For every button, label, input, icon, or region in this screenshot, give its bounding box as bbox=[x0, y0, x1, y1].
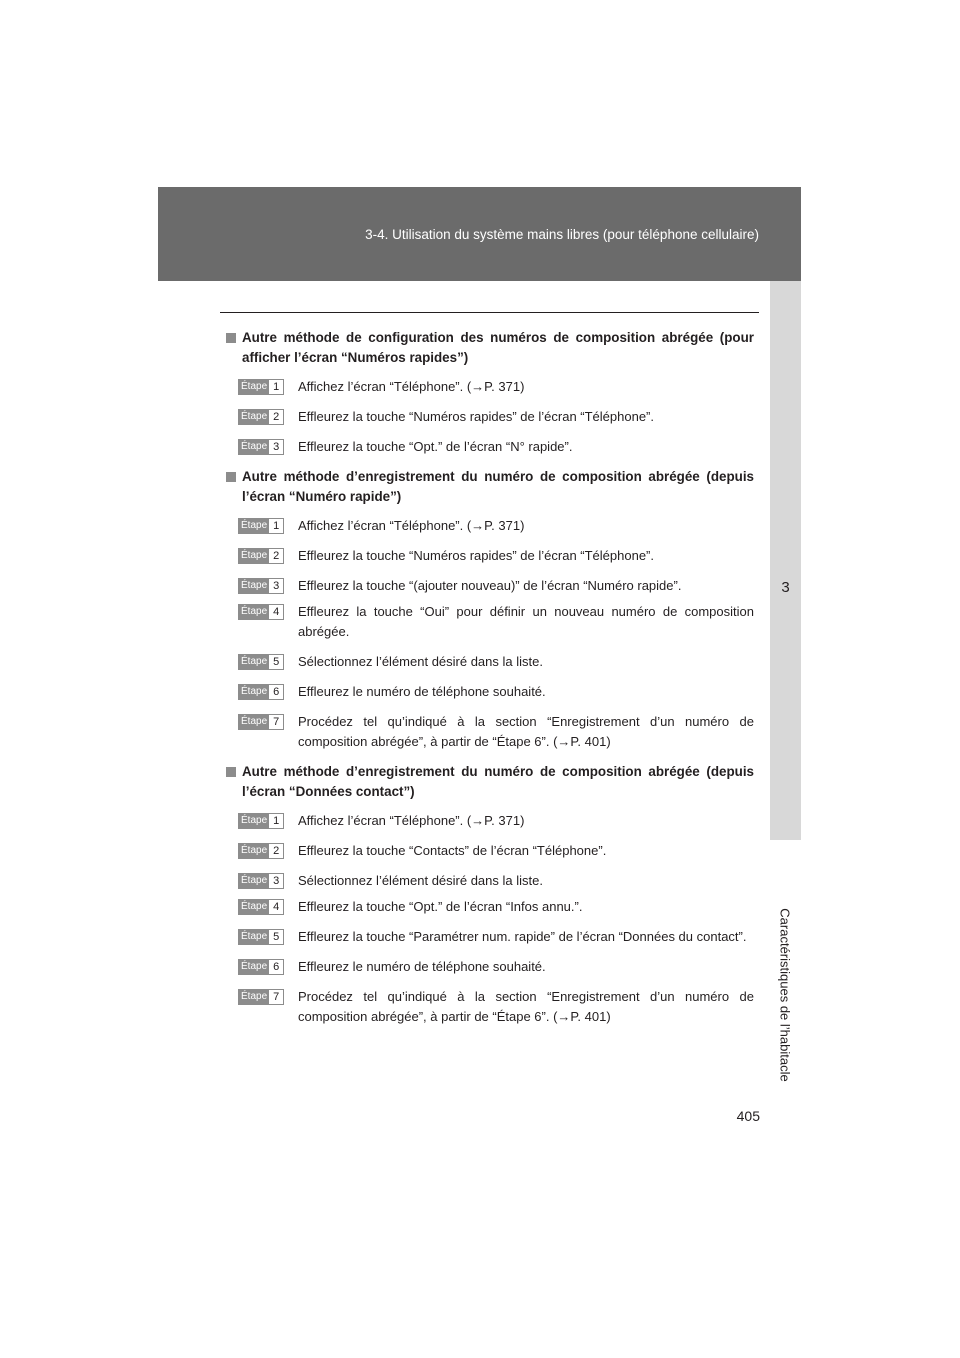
step-badge: Étape 3 bbox=[238, 578, 284, 594]
step-badge: Étape 2 bbox=[238, 843, 284, 859]
step-item bbox=[224, 712, 754, 752]
chapter-side-tab bbox=[770, 281, 801, 1082]
step-badge: Étape 6 bbox=[238, 684, 284, 700]
square-bullet-icon bbox=[226, 767, 236, 777]
step-item bbox=[224, 576, 754, 596]
step-text: Effleurez la touche “Opt.” de l’écran “Infos annu.”. bbox=[298, 899, 583, 914]
step-text: Effleurez la touche “(ajouter nouveau)” de l’écran “Numéro rapide”. bbox=[298, 578, 682, 593]
step-text: Affichez l’écran “Téléphone”. (→P. 371) bbox=[298, 518, 525, 533]
step-text: Affichez l’écran “Téléphone”. (→P. 371) bbox=[298, 813, 525, 828]
step-badge: Étape 2 bbox=[238, 409, 284, 425]
step-text: Effleurez la touche “Oui” pour définir un nouveau numéro de composition abrégée. bbox=[298, 604, 754, 639]
step-item bbox=[224, 841, 754, 861]
step-badge: Étape 3 bbox=[238, 439, 284, 455]
step-badge: Étape 6 bbox=[238, 959, 284, 975]
step-item bbox=[224, 871, 754, 891]
step-text: Effleurez la touche “Numéros rapides” de l’écran “Téléphone”. bbox=[298, 548, 654, 563]
step-item bbox=[224, 407, 754, 427]
step-text: Procédez tel qu’indiqué à la section “Enregistrement d’un numéro de composition abrégée”, à partir de “Étape 6”. (→P. 401) bbox=[298, 714, 754, 749]
section-register-from-speed-dial bbox=[224, 467, 754, 752]
step-text: Sélectionnez l’élément désiré dans la liste. bbox=[298, 873, 543, 888]
step-badge: Étape 2 bbox=[238, 548, 284, 564]
step-badge: Étape 1 bbox=[238, 813, 284, 829]
chapter-title: Caractéristiques de l’habitacle bbox=[777, 908, 793, 1082]
step-text: Affichez l’écran “Téléphone”. (→P. 371) bbox=[298, 379, 525, 394]
step-item bbox=[224, 546, 754, 566]
step-badge: Étape 1 bbox=[238, 518, 284, 534]
step-item bbox=[224, 927, 754, 947]
step-badge: Étape 5 bbox=[238, 654, 284, 670]
step-text: Sélectionnez l’élément désiré dans la liste. bbox=[298, 654, 543, 669]
step-badge: Étape 5 bbox=[238, 929, 284, 945]
section-heading: Autre méthode d’enregistrement du numéro de composition abrégée (depuis l’écran “Numéro rapide”) bbox=[224, 467, 754, 507]
step-badge: Étape 1 bbox=[238, 379, 284, 395]
step-item bbox=[224, 437, 754, 457]
chapter-number: 3 bbox=[781, 579, 790, 596]
page-number: 405 bbox=[736, 1108, 760, 1124]
step-text: Procédez tel qu’indiqué à la section “Enregistrement d’un numéro de composition abrégée”, à partir de “Étape 6”. (→P. 401) bbox=[298, 989, 754, 1024]
step-badge: Étape 4 bbox=[238, 604, 284, 620]
step-text: Effleurez le numéro de téléphone souhaité. bbox=[298, 959, 546, 974]
step-item bbox=[224, 377, 754, 397]
section-heading: Autre méthode de configuration des numéros de composition abrégée (pour afficher l’écran “Numéros rapides”) bbox=[224, 328, 754, 368]
step-badge: Étape 4 bbox=[238, 899, 284, 915]
square-bullet-icon bbox=[226, 472, 236, 482]
step-text: Effleurez la touche “Contacts” de l’écran “Téléphone”. bbox=[298, 843, 607, 858]
step-text: Effleurez la touche “Paramétrer num. rapide” de l’écran “Données du contact”. bbox=[298, 929, 747, 944]
step-item bbox=[224, 987, 754, 1027]
step-item bbox=[224, 516, 754, 536]
step-text: Effleurez la touche “Numéros rapides” de l’écran “Téléphone”. bbox=[298, 409, 654, 424]
step-badge: Étape 3 bbox=[238, 873, 284, 889]
step-badge: Étape 7 bbox=[238, 714, 284, 730]
step-item bbox=[224, 652, 754, 672]
step-text: Effleurez le numéro de téléphone souhaité. bbox=[298, 684, 546, 699]
top-divider bbox=[220, 312, 759, 313]
step-item bbox=[224, 682, 754, 702]
section-header-title: 3-4. Utilisation du système mains libres (pour téléphone cellulaire) bbox=[365, 227, 759, 242]
main-content bbox=[224, 328, 754, 1037]
header-band bbox=[158, 187, 801, 281]
section-heading: Autre méthode d’enregistrement du numéro de composition abrégée (depuis l’écran “Données contact”) bbox=[224, 762, 754, 802]
section-register-from-contact-data bbox=[224, 762, 754, 1027]
step-item bbox=[224, 897, 754, 917]
step-text: Effleurez la touche “Opt.” de l’écran “N° rapide”. bbox=[298, 439, 573, 454]
square-bullet-icon bbox=[226, 333, 236, 343]
step-item bbox=[224, 602, 754, 642]
step-badge: Étape 7 bbox=[238, 989, 284, 1005]
section-speed-dial-config bbox=[224, 328, 754, 457]
step-item bbox=[224, 811, 754, 831]
step-item bbox=[224, 957, 754, 977]
